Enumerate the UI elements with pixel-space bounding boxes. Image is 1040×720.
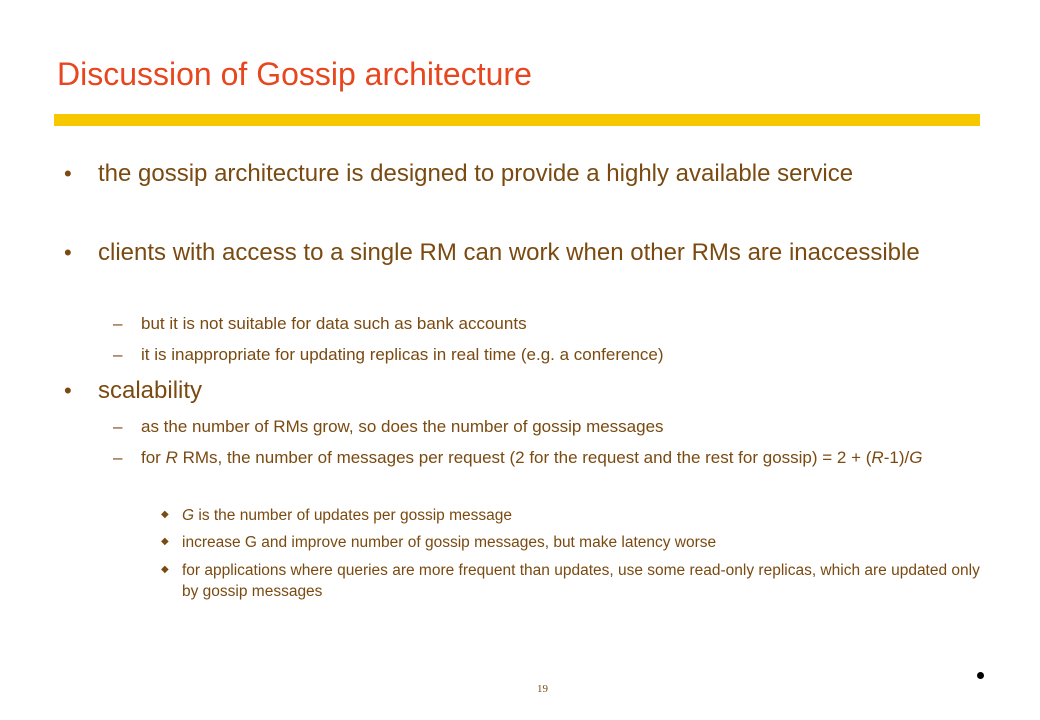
bullet-text: the gossip architecture is designed to provide a highly available service (98, 160, 854, 187)
bullet-dot-icon: • (64, 240, 72, 265)
sub-bullet-text: for R RMs, the number of messages per request (2 for the request and the rest for gossip) = 2 + (R-1)/G (141, 448, 923, 467)
sub-bullet-item (113, 343, 981, 366)
sub-bullet-text: it is inappropriate for updating replicas in real time (e.g. a conference) (141, 345, 664, 364)
page-number: 19 (537, 683, 548, 695)
sub-sub-bullet-item (161, 505, 982, 526)
diamond-bullet-icon: ◆ (161, 509, 169, 520)
sub-sub-bullet-text: G is the number of updates per gossip message (182, 507, 512, 524)
title-underline-bar (54, 114, 980, 126)
sub-bullet-item (113, 446, 981, 469)
dash-icon: – (113, 345, 123, 364)
bullet-item (64, 157, 978, 191)
diamond-bullet-icon: ◆ (161, 536, 169, 547)
sub-bullet-text: but it is not suitable for data such as bank accounts (141, 314, 527, 333)
sub-sub-bullet-text: increase G and improve number of gossip messages, but make latency worse (182, 534, 717, 551)
sub-bullet-item (113, 415, 981, 438)
bullet-text: clients with access to a single RM can work when other RMs are inaccessible (98, 239, 920, 266)
sub-bullet-text: as the number of RMs grow, so does the number of gossip messages (141, 417, 664, 436)
sub-bullet-item (113, 312, 981, 335)
dash-icon: – (113, 417, 123, 436)
bullet-dot-icon: • (64, 161, 72, 186)
bullet-item (64, 236, 978, 270)
slide-title: Discussion of Gossip architecture (57, 56, 532, 92)
bullet-dot-icon: • (64, 378, 72, 403)
bullet-text: scalability (98, 377, 203, 404)
corner-dot-icon (977, 672, 984, 679)
dash-icon: – (113, 448, 123, 467)
bullet-item (64, 374, 978, 408)
dash-icon: – (113, 314, 123, 333)
sub-sub-bullet-text: for applications where queries are more frequent than updates, use some read-only replicas, which are updated only by gossip messages (182, 562, 980, 600)
sub-sub-bullet-item (161, 532, 982, 553)
sub-sub-bullet-item (161, 560, 982, 602)
diamond-bullet-icon: ◆ (161, 564, 169, 575)
